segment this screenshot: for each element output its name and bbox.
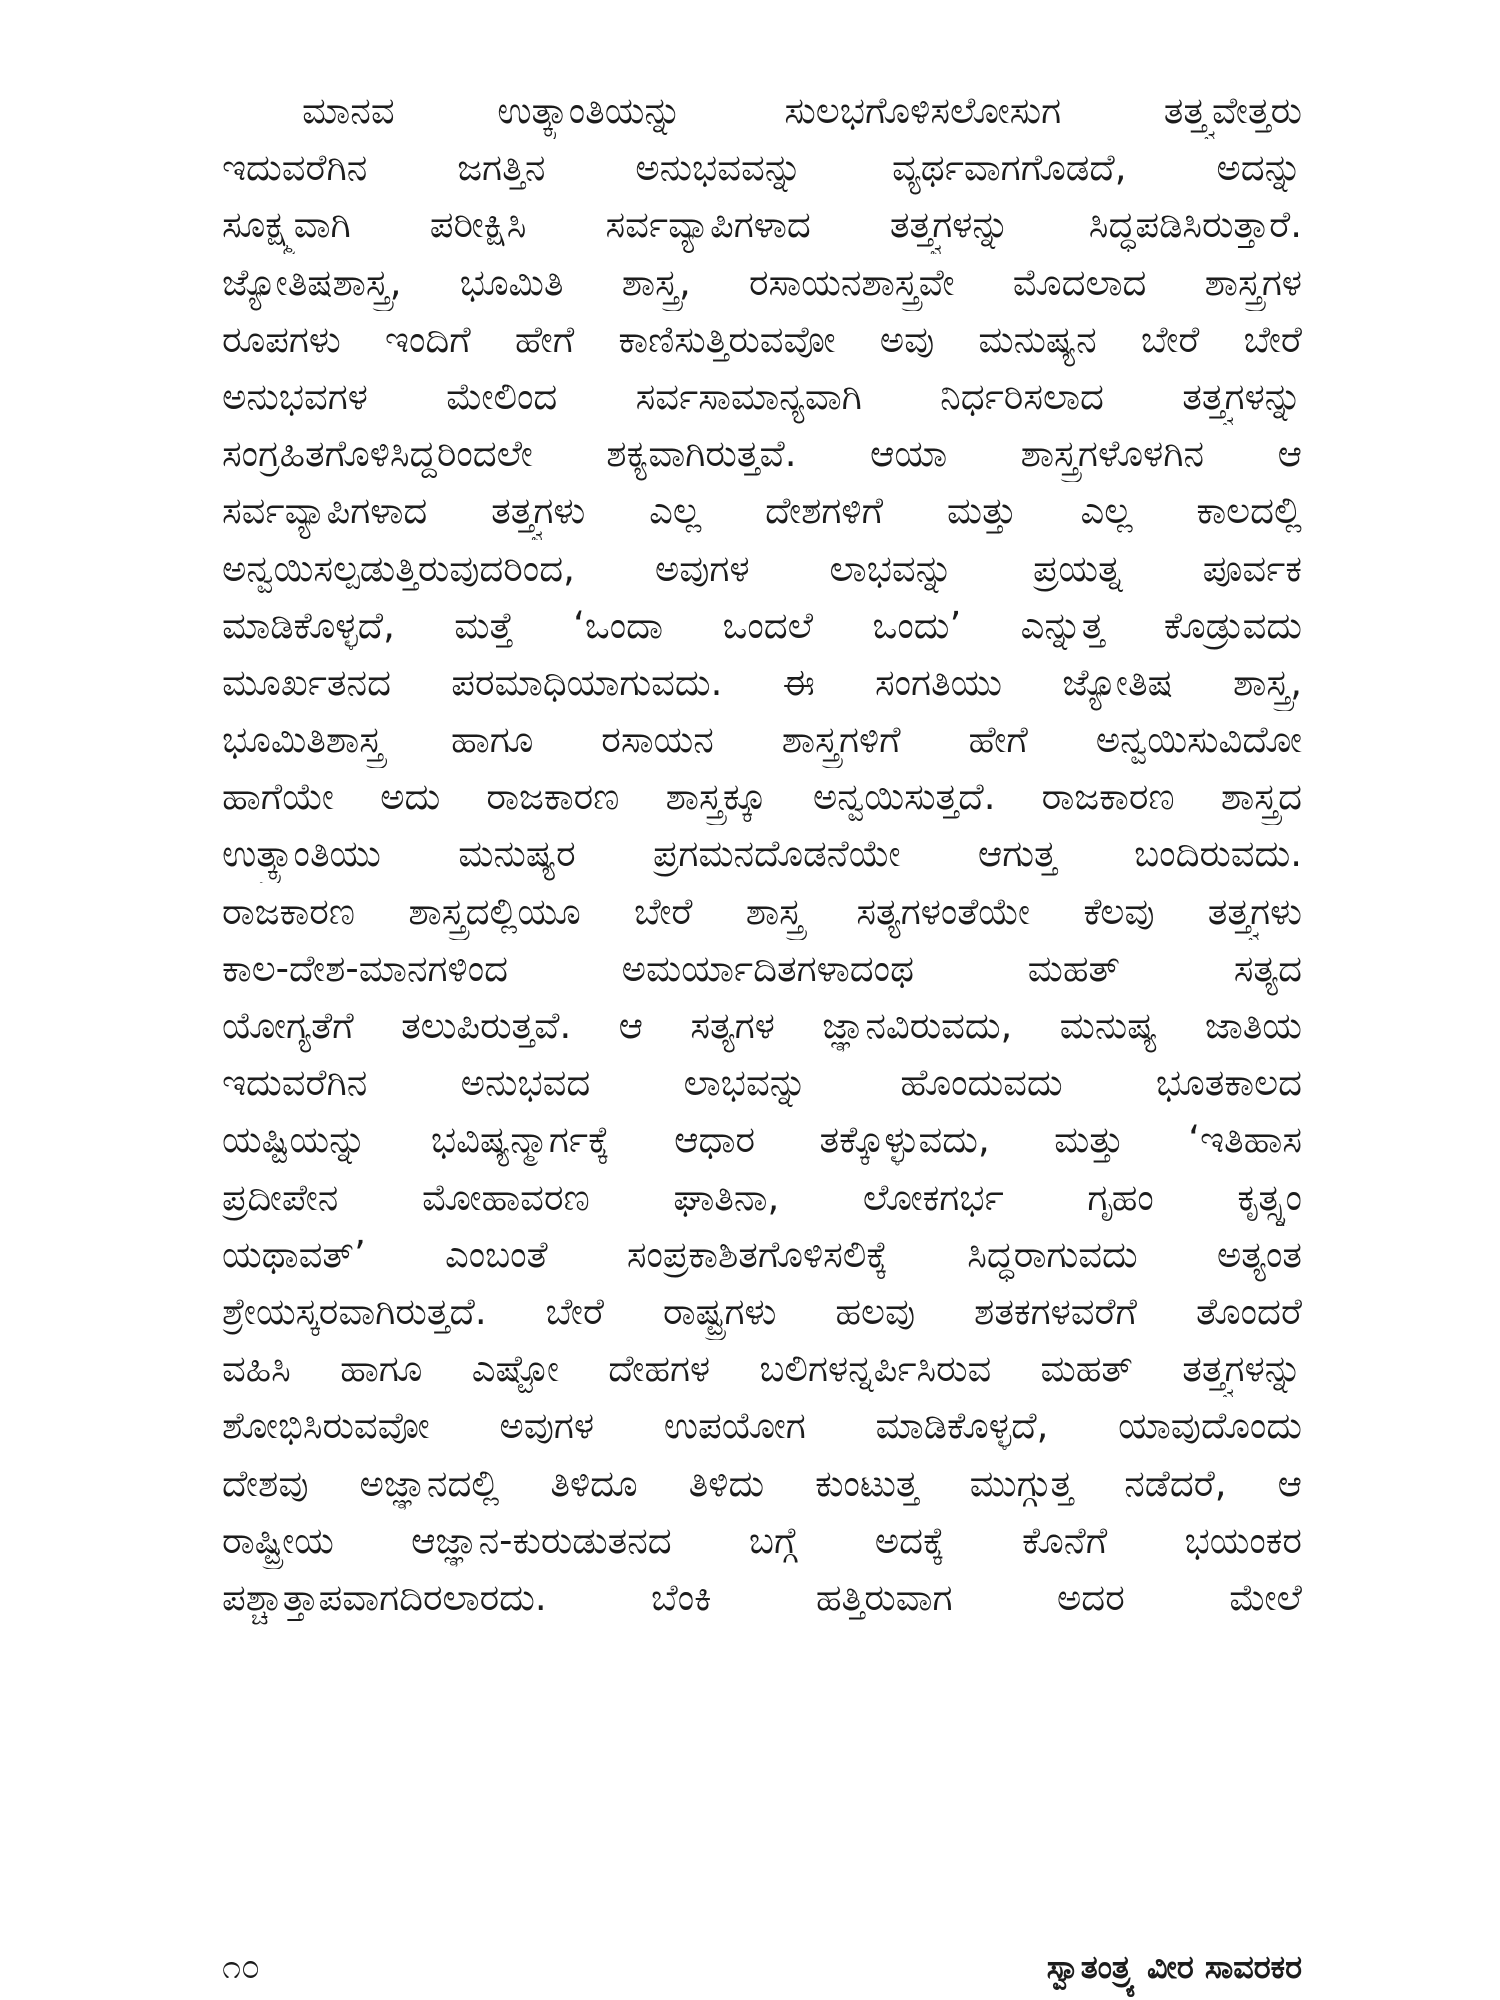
text-line: ಪ್ರದೀಪೇನ ಮೋಹಾವರಣ ಘಾತಿನಾ, ಲೋಕಗರ್ಭ ಗೃಹಂ ಕೃತ್ಸ್ನಂ (222, 1175, 1302, 1219)
text-line: ರಾಷ್ಟ್ರೀಯ ಆಜ್ಞಾನ-ಕುರುಡುತನದ ಬಗ್ಗೆ ಅದಕ್ಕೆ ಕೊನೆಗೆ ಭಯಂಕರ (222, 1518, 1302, 1562)
text-line: ದೇಶವು ಅಜ್ಞಾನದಲ್ಲಿ ತಿಳಿದೂ ತಿಳಿದು ಕುಂಟುತ್ತ ಮುಗ್ಗುತ್ತ ನಡೆದರೆ, ಆ (222, 1461, 1302, 1505)
text-line: ವಹಿಸಿ ಹಾಗೂ ಎಷ್ಟೋ ದೇಹಗಳ ಬಲಿಗಳನ್ನರ್ಪಿಸಿರುವ ಮಹತ್ ತತ್ತ್ವಗಳನ್ನು (222, 1347, 1302, 1391)
text-line: ಸಂಗ್ರಹಿತಗೊಳಿಸಿದ್ದರಿಂದಲೇ ಶಕ್ಯವಾಗಿರುತ್ತವೆ. ಆಯಾ ಶಾಸ್ತ್ರಗಳೊಳಗಿನ ಆ (222, 432, 1302, 476)
text-line: ಭೂಮಿತಿಶಾಸ್ತ್ರ ಹಾಗೂ ರಸಾಯನ ಶಾಸ್ತ್ರಗಳಿಗೆ ಹೇಗೆ ಅನ್ವಯಿಸುವಿದೋ (222, 718, 1302, 762)
text-line: ಯೋಗ್ಯತೆಗೆ ತಲುಪಿರುತ್ತವೆ. ಆ ಸತ್ಯಗಳ ಜ್ಞಾನವಿರುವದು, ಮನುಷ್ಯ ಜಾತಿಯ (222, 1004, 1302, 1047)
page-number: ೧೦ (222, 1947, 261, 1987)
text-line: ಜ್ಯೋತಿಷಶಾಸ್ತ್ರ, ಭೂಮಿತಿ ಶಾಸ್ತ್ರ, ರಸಾಯನಶಾಸ್ತ್ರವೇ ಮೊದಲಾದ ಶಾಸ್ತ್ರಗಳ (222, 260, 1302, 304)
text-line: ಶೋಭಿಸಿರುವವೋ ಅವುಗಳ ಉಪಯೋಗ ಮಾಡಿಕೊಳ್ಳದೆ, ಯಾವುದೊಂದು (222, 1404, 1302, 1448)
text-line: ಸೂಕ್ಷ್ಮವಾಗಿ ಪರೀಕ್ಷಿಸಿ ಸರ್ವವ್ಯಾಪಿಗಳಾದ ತತ್ತ್ವಗಳನ್ನು ಸಿದ್ಧಪಡಿಸಿರುತ್ತಾರೆ. (222, 203, 1302, 247)
text-line: ಮಾಡಿಕೊಳ್ಳದೆ, ಮತ್ತೆ ‘ಒಂದಾ ಒಂದಲೆ ಒಂದು’ ಎನ್ನುತ್ತ ಕೊಡ್ರುವದು (222, 603, 1302, 647)
text-line: ಮಾನವ ಉತ್ಕ್ರಾಂತಿಯನ್ನು ಸುಲಭಗೊಳಿಸಲೋಸುಗ ತತ್ತ್ವವೇತ್ತರು (302, 89, 1302, 132)
text-line: ಇದುವರೆಗಿನ ಜಗತ್ತಿನ ಅನುಭವವನ್ನು ವ್ಯರ್ಥವಾಗಗೊಡದೆ, ಅದನ್ನು (222, 146, 1302, 190)
text-line: ಶ್ರೇಯಸ್ಕರವಾಗಿರುತ್ತದೆ. ಬೇರೆ ರಾಷ್ಟ್ರಗಳು ಹಲವು ಶತಕಗಳವರೆಗೆ ತೊಂದರೆ (222, 1289, 1302, 1333)
text-line: ಯಥಾವತ್’ ಎಂಬಂತೆ ಸಂಪ್ರಕಾಶಿತಗೊಳಿಸಲಿಕ್ಕೆ ಸಿದ್ಧರಾಗುವದು ಅತ್ಯಂತ (222, 1232, 1302, 1276)
body-paragraph (222, 82, 1302, 1626)
text-line: ರೂಪಗಳು ಇಂದಿಗೆ ಹೇಗೆ ಕಾಣಿಸುತ್ತಿರುವವೋ ಅವು ಮನುಷ್ಯನ ಬೇರೆ ಬೇರೆ (222, 317, 1302, 361)
text-line: ಇದುವರೆಗಿನ ಅನುಭವದ ಲಾಭವನ್ನು ಹೊಂದುವದು ಭೂತಕಾಲದ (222, 1061, 1302, 1105)
text-line: ಅನುಭವಗಳ ಮೇಲಿಂದ ಸರ್ವಸಾಮಾನ್ಯವಾಗಿ ನಿರ್ಧರಿಸಲಾದ ತತ್ತ್ವಗಳನ್ನು (222, 374, 1302, 418)
text-line: ಉತ್ಕ್ರಾಂತಿಯು ಮನುಷ್ಯರ ಪ್ರಗಮನದೊಡನೆಯೇ ಆಗುತ್ತ ಬಂದಿರುವದು. (222, 832, 1302, 876)
running-title: ಸ್ವಾತಂತ್ರ್ಯ ವೀರ ಸಾವರಕರ (1046, 1948, 1302, 1986)
page-footer (222, 1945, 1302, 1989)
text-line: ಮೂರ್ಖತನದ ಪರಮಾಧಿಯಾಗುವದು. ಈ ಸಂಗತಿಯು ಜ್ಯೋತಿಷ ಶಾಸ್ತ್ರ, (222, 660, 1302, 704)
text-line: ಯಷ್ಟಿಯನ್ನು ಭವಿಷ್ಯನ್ಮಾರ್ಗಕ್ಕೆ ಆಧಾರ ತಕ್ಕೊಳ್ಳುವದು, ಮತ್ತು ‘ಇತಿಹಾಸ (222, 1118, 1302, 1162)
text-line: ಹಾಗೆಯೇ ಅದು ರಾಜಕಾರಣ ಶಾಸ್ತ್ರಕ್ಕೂ ಅನ್ವಯಿಸುತ್ತದೆ. ರಾಜಕಾರಣ ಶಾಸ್ತ್ರದ (222, 775, 1302, 819)
text-line: ರಾಜಕಾರಣ ಶಾಸ್ತ್ರದಲ್ಲಿಯೂ ಬೇರೆ ಶಾಸ್ತ್ರ ಸತ್ಯಗಳಂತೆಯೇ ಕೆಲವು ತತ್ತ್ವಗಳು (222, 889, 1302, 933)
text-line: ಕಾಲ-ದೇಶ-ಮಾನಗಳಿಂದ ಅಮರ್ಯಾದಿತಗಳಾದಂಥ ಮಹತ್ ಸತ್ಯದ (222, 946, 1302, 990)
text-line: ಪಶ್ಚಾತ್ತಾಪವಾಗದಿರಲಾರದು. ಬೆಂಕಿ ಹತ್ತಿರುವಾಗ ಅದರ ಮೇಲೆ (222, 1575, 1302, 1619)
text-line: ಅನ್ವಯಿಸಲ್ಪಡುತ್ತಿರುವುದರಿಂದ, ಅವುಗಳ ಲಾಭವನ್ನು ಪ್ರಯತ್ನ ಪೂರ್ವಕ (222, 546, 1302, 590)
text-line: ಸರ್ವವ್ಯಾಪಿಗಳಾದ ತತ್ತ್ವಗಳು ಎಲ್ಲ ದೇಶಗಳಿಗೆ ಮತ್ತು ಎಲ್ಲ ಕಾಲದಲ್ಲಿ (222, 489, 1302, 533)
